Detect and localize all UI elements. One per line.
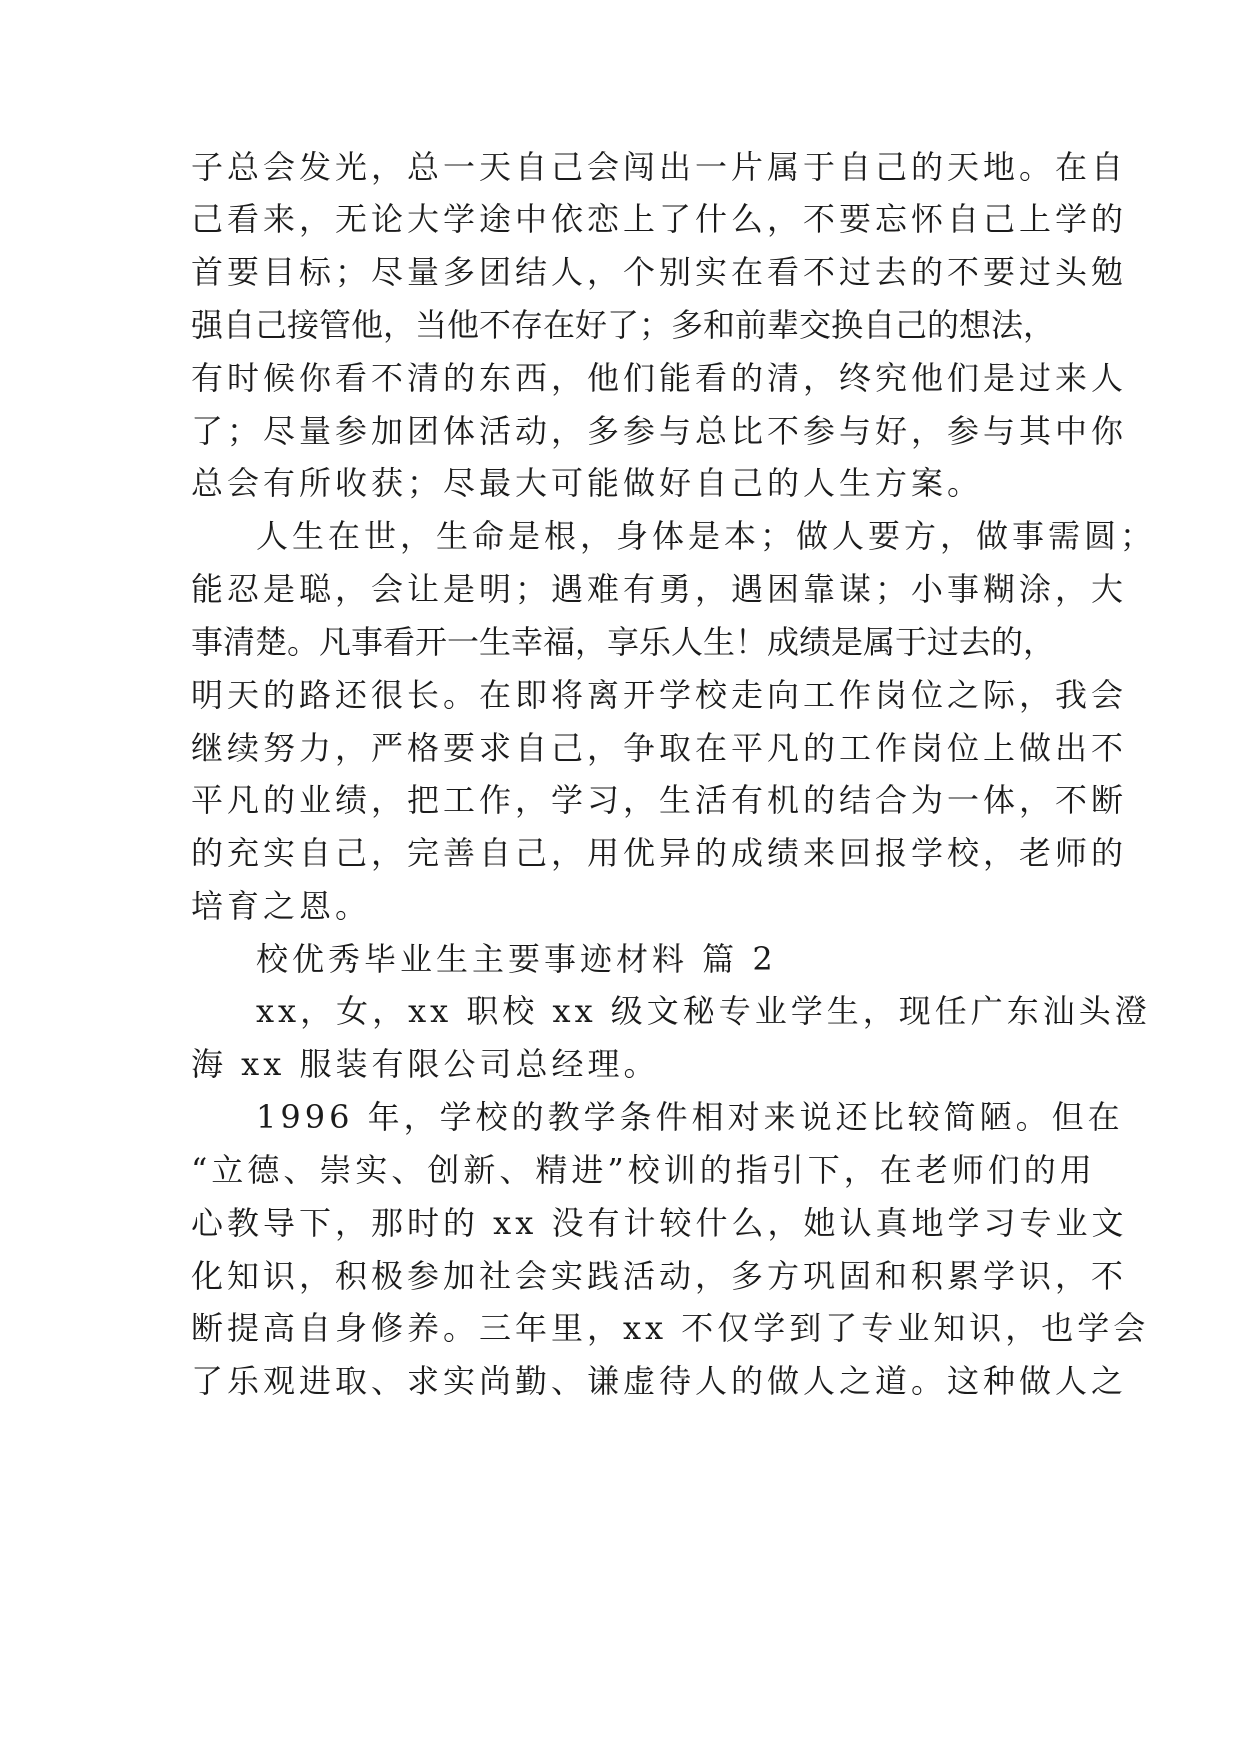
text-line: 的充实自己，完善自己，用优异的成绩来回报学校，老师的: [191, 834, 1128, 872]
text-line: 明天的路还很长。在即将离开学校走向工作岗位之际，我会: [191, 676, 1128, 714]
paragraph-first-line: 1996 年，学校的教学条件相对来说还比较简陋。但在: [256, 1098, 1124, 1136]
text-line: 继续努力，严格要求自己，争取在平凡的工作岗位上做出不: [191, 729, 1128, 767]
section-heading: 校优秀毕业生主要事迹材料 篇 2: [256, 940, 777, 978]
text-line: 断提高自身修养。三年里，xx 不仅学到了专业知识，也学会: [191, 1309, 1150, 1347]
text-line: 培育之恩。: [191, 887, 372, 925]
text-line: 能忍是聪，会让是明；遇难有勇，遇困靠谋；小事糊涂，大: [191, 570, 1128, 608]
text-line: 首要目标；尽量多团结人，个别实在看不过去的不要过头勉: [191, 253, 1128, 291]
text-line: 己看来，无论大学途中依恋上了什么，不要忘怀自己上学的: [191, 200, 1128, 238]
text-line: 总会有所收获；尽最大可能做好自己的人生方案。: [191, 464, 984, 502]
text-line: 强自己接管他，当他不存在好了；多和前辈交换自己的想法，: [191, 306, 1056, 344]
text-line: 平凡的业绩，把工作，学习，生活有机的结合为一体，不断: [191, 781, 1128, 819]
text-line: 子总会发光，总一天自己会闯出一片属于自己的天地。在自: [191, 148, 1128, 186]
text-line: 了乐观进取、求实尚勤、谦虚待人的做人之道。这种做人之: [191, 1362, 1128, 1400]
text-line: “立德、崇实、创新、精进”校训的指引下，在老师们的用: [191, 1151, 1096, 1189]
text-line: 海 xx 服装有限公司总经理。: [191, 1045, 660, 1083]
text-line: 了；尽量参加团体活动，多参与总比不参与好，参与其中你: [191, 412, 1128, 450]
text-line: 化知识，积极参加社会实践活动，多方巩固和积累学识，不: [191, 1257, 1128, 1295]
text-line: 有时候你看不清的东西，他们能看的清，终究他们是过来人: [191, 359, 1128, 397]
text-line: 事清楚。凡事看开一生幸福，享乐人生！成绩是属于过去的，: [191, 623, 1056, 661]
paragraph-first-line: xx，女，xx 职校 xx 级文秘专业学生，现任广东汕头澄: [256, 992, 1151, 1030]
text-line: 心教导下，那时的 xx 没有计较什么，她认真地学习专业文: [191, 1204, 1128, 1242]
paragraph-first-line: 人生在世，生命是根，身体是本；做人要方，做事需圆；: [256, 517, 1157, 555]
